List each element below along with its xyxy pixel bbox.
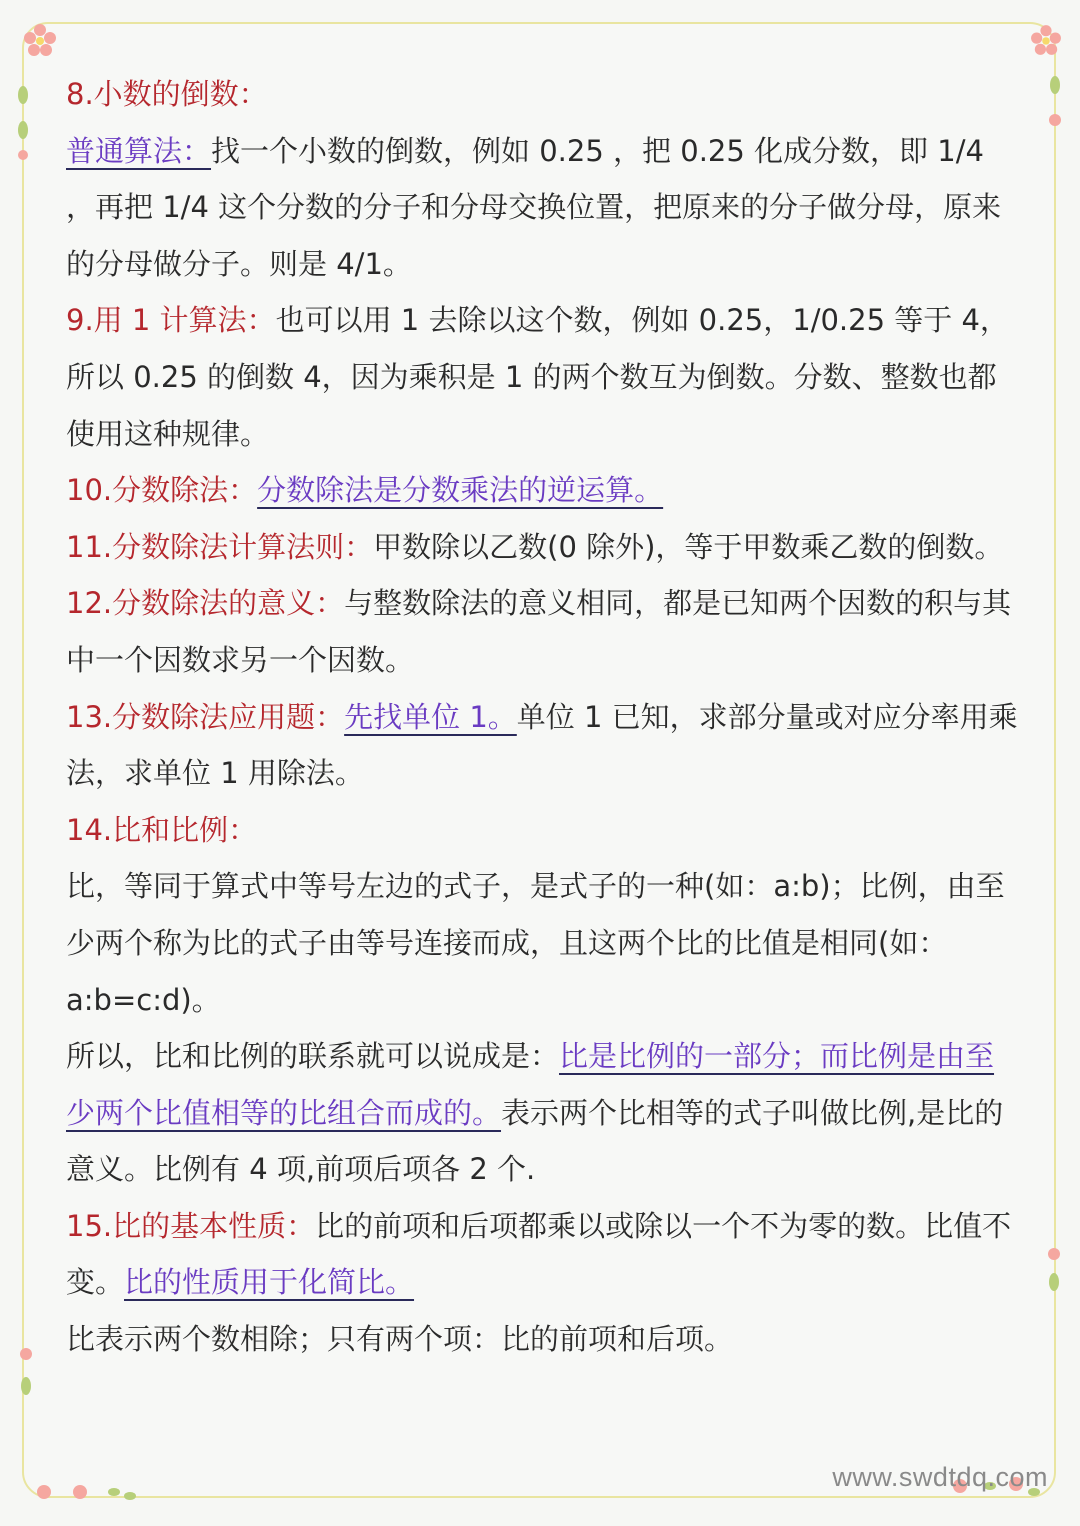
section-title: 8.小数的倒数：: [66, 77, 268, 111]
leaf-icon-right: [1040, 70, 1070, 150]
section-8: [66, 66, 1021, 123]
flower-icon-bottom-left: [24, 1470, 144, 1514]
highlighted-term: 普通算法：: [66, 133, 212, 168]
body-text: 找一个小数的倒数，例如 0.25 ，把 0.25 化成分数，即 1/4 ，再把 1/4 这个分数的分子和分母交换位置，把原来的分子做分母，原来的分母做分子。则是 4/1。: [66, 133, 1002, 281]
flower-icon-left-lower: [8, 1340, 44, 1420]
section-title: 14.比和比例：: [66, 812, 258, 847]
highlighted-term: 比的性质用于化简比。: [124, 1265, 415, 1300]
body-text: 表示两个比相等的式子叫做比例,是比的意义。比例有 4 项,前项后项各 2 个.: [66, 1095, 1004, 1187]
body-text: 比的前项和后项都乘以或除以一个不为零的数。比值不变。: [66, 1208, 1012, 1300]
section-9: [66, 292, 1021, 462]
section-15-note: [66, 1311, 1021, 1368]
document-body: [66, 66, 1021, 1368]
flower-icon-top-left: [10, 10, 70, 70]
body-text: 也可以用 1 去除以这个数，例如 0.25，1/0.25 等于 4，所以 0.25 的倒数 4，因为乘积是 1 的两个数互为倒数。分数、整数也都使用这种规律。: [66, 303, 1009, 451]
body-text: 甲数除以乙数(0 除外)，等于甲数乘乙数的倒数。: [373, 529, 1004, 564]
watermark: www.swdtdq.com: [832, 1462, 1048, 1492]
section-title: 13.分数除法应用题：: [66, 699, 345, 734]
highlighted-term: 比是比例的一部分；而比例是由至少两个比值相等的比组合而成的。: [66, 1039, 995, 1130]
section-13: [66, 689, 1021, 802]
highlighted-term: 分数除法是分数乘法的逆运算。: [257, 473, 664, 508]
section-8-body: [66, 123, 1021, 293]
body-text: 所以，比和比例的联系就可以说成是：: [66, 1039, 560, 1074]
flower-icon-right-lower: [1036, 1240, 1072, 1300]
section-title: 12.分数除法的意义：: [66, 586, 345, 621]
flower-icon-top-right: [1018, 12, 1074, 68]
section-title: 11.分数除法计算法则：: [66, 529, 374, 564]
section-14-relation: [66, 1028, 1021, 1198]
section-15: [66, 1198, 1021, 1311]
section-title: 10.分数除法：: [66, 473, 258, 508]
section-14: [66, 802, 1021, 859]
section-title: 9.用 1 计算法：: [66, 303, 276, 338]
body-text: 比，等同于算式中等号左边的式子，是式子的一种(如：a:b)；比例，由至少两个称为比的式子由等号连接而成，且这两个比的比值是相同(如：a:b=c:d)。: [66, 869, 1005, 1017]
section-14-body: [66, 858, 1021, 1028]
highlighted-term: 先找单位 1。: [344, 699, 517, 734]
body-text: 单位 1 已知，求部分量或对应分率用乘法，求单位 1 用除法。: [66, 699, 1018, 791]
section-12: [66, 575, 1021, 688]
leaf-icon-left: [8, 80, 38, 170]
section-10: [66, 462, 1021, 519]
section-11: [66, 519, 1021, 576]
section-title: 15.比的基本性质：: [66, 1208, 316, 1243]
body-text: 比表示两个数相除；只有两个项：比的前项和后项。: [66, 1322, 734, 1357]
body-text: 与整数除法的意义相同，都是已知两个因数的积与其中一个因数求另一个因数。: [66, 586, 1012, 677]
